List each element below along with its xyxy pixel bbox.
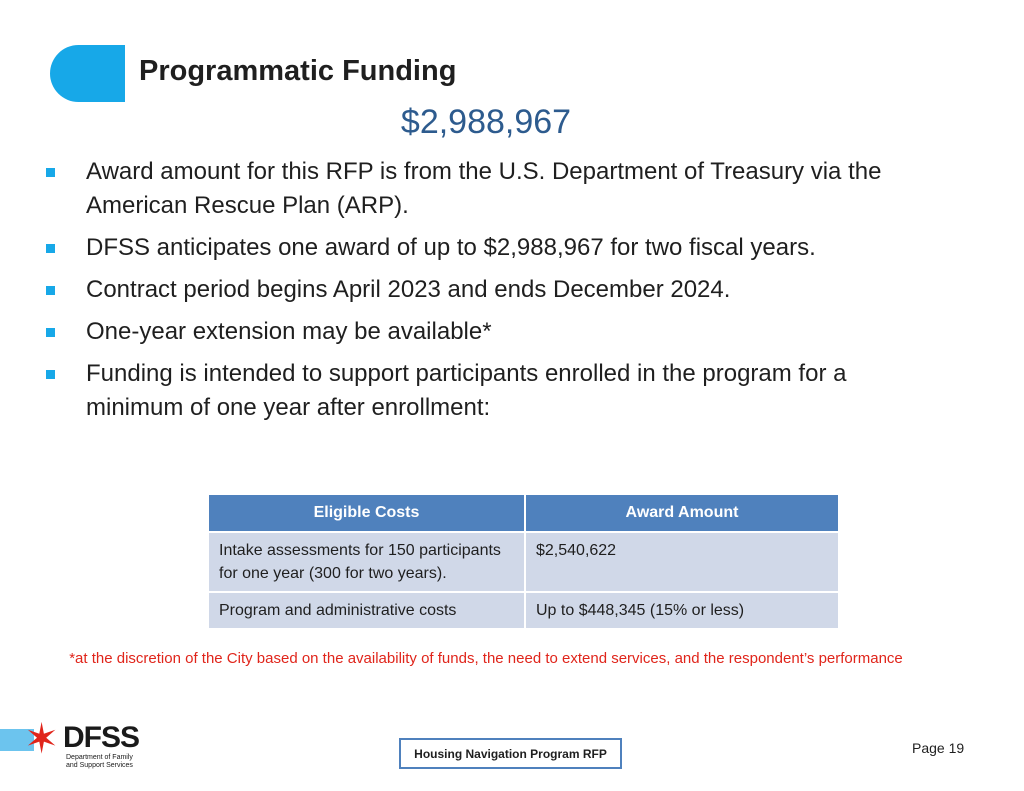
column-header-eligible-costs: Eligible Costs bbox=[209, 495, 525, 532]
bullet-text: Award amount for this RFP is from the U.S. Department of Treasury via the American Rescue Plan (ARP). bbox=[86, 158, 882, 219]
eligible-costs-table bbox=[209, 495, 840, 630]
square-bullet-icon bbox=[46, 244, 55, 253]
bullet-item bbox=[46, 231, 946, 265]
bullet-list bbox=[46, 155, 946, 433]
table-cell: Intake assessments for 150 participants for one year (300 for two years). bbox=[209, 532, 525, 592]
bullet-item bbox=[46, 273, 946, 307]
table-cell: $2,540,622 bbox=[525, 532, 839, 592]
logo-subtitle: Department of Family and Support Services bbox=[66, 754, 133, 769]
dfss-logo bbox=[0, 715, 140, 772]
bullet-text: Contract period begins April 2023 and ends December 2024. bbox=[86, 276, 731, 303]
funding-amount-heading: $2,988,967 bbox=[400, 103, 572, 141]
square-bullet-icon bbox=[46, 168, 55, 177]
table-row bbox=[209, 592, 839, 629]
square-bullet-icon bbox=[46, 370, 55, 379]
footnote: *at the discretion of the City based on the availability of funds, the need to extend services, and the respondent’s performance bbox=[69, 650, 903, 667]
logo-text: DFSS bbox=[63, 721, 140, 754]
program-name-box: Housing Navigation Program RFP bbox=[399, 738, 622, 769]
page-number: Page 19 bbox=[912, 740, 965, 756]
bullet-text: One-year extension may be available* bbox=[86, 318, 492, 345]
column-header-award-amount: Award Amount bbox=[525, 495, 839, 532]
table-cell: Program and administrative costs bbox=[209, 592, 525, 629]
table-row bbox=[209, 532, 839, 592]
table-cell: Up to $448,345 (15% or less) bbox=[525, 592, 839, 629]
table-header-row bbox=[209, 495, 839, 532]
bullet-text: Funding is intended to support participants enrolled in the program for a minimum of one year after enrollment: bbox=[86, 360, 847, 421]
bullet-item bbox=[46, 357, 946, 425]
square-bullet-icon bbox=[46, 328, 55, 337]
bullet-text: DFSS anticipates one award of up to $2,988,967 for two fiscal years. bbox=[86, 234, 816, 261]
title-accent-tab bbox=[50, 45, 125, 102]
red-star-icon: ✶ bbox=[24, 715, 60, 762]
bullet-item bbox=[46, 155, 946, 223]
bullet-item bbox=[46, 315, 946, 349]
page-title: Programmatic Funding bbox=[139, 55, 457, 87]
square-bullet-icon bbox=[46, 286, 55, 295]
